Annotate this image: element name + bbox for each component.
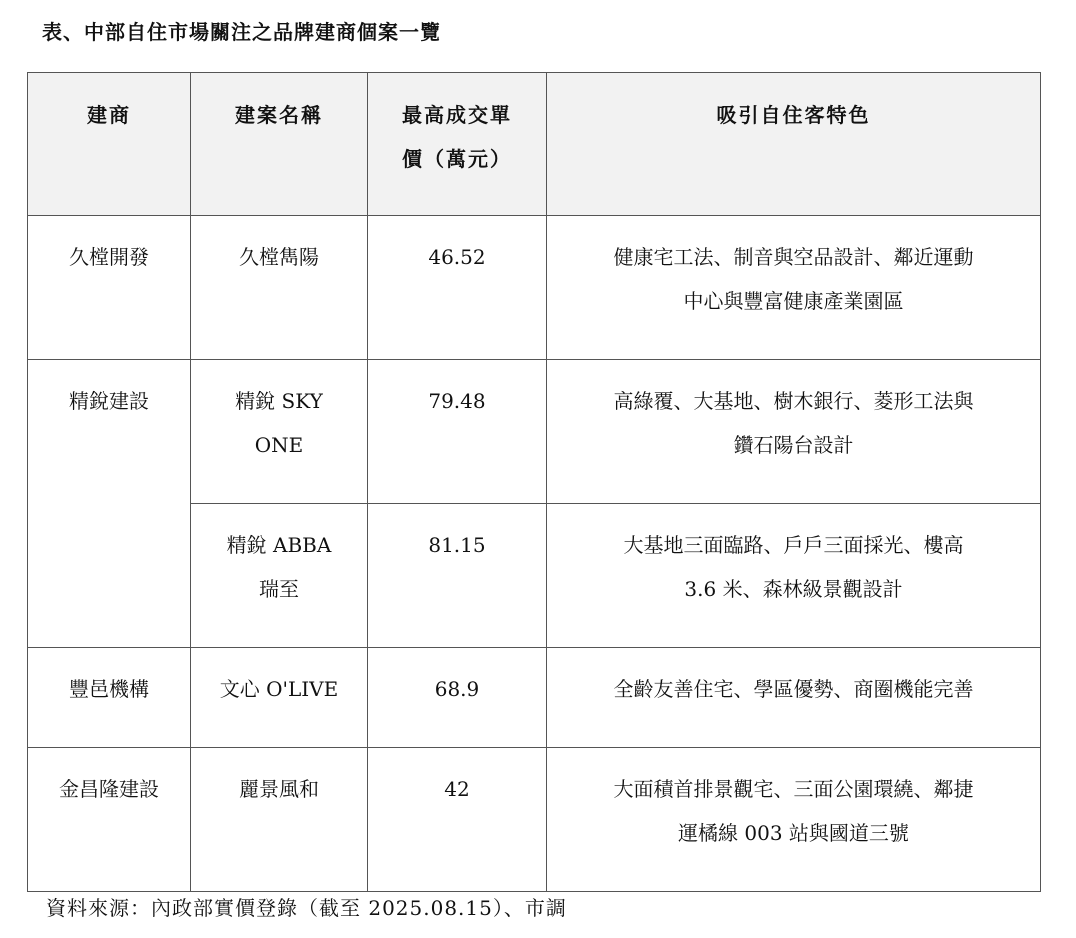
cell-project	[191, 504, 368, 648]
project-line2: ONE	[254, 433, 304, 457]
developer-projects-table	[27, 72, 1041, 892]
features-line2: 運橘線 003 站與國道三號	[678, 821, 909, 845]
header-max-price-line2: 價（萬元）	[402, 147, 512, 171]
features-line1: 大面積首排景觀宅、三面公園環繞、鄰捷	[613, 777, 974, 801]
cell-developer: 久樘開發	[28, 216, 191, 360]
features-line1: 大基地三面臨路、戶戶三面採光、樓高	[623, 533, 964, 557]
header-features: 吸引自住客特色	[547, 73, 1041, 216]
cell-project: 久樘雋陽	[191, 216, 368, 360]
table-row	[28, 648, 1041, 748]
header-developer: 建商	[28, 73, 191, 216]
table-caption: 表、中部自住市場關注之品牌建商個案一覽	[42, 20, 441, 44]
table-row	[28, 216, 1041, 360]
cell-price: 79.48	[368, 360, 547, 504]
cell-features	[547, 748, 1041, 892]
cell-developer: 豐邑機構	[28, 648, 191, 748]
project-line1: 精銳 SKY	[235, 389, 323, 413]
features-line1: 健康宅工法、制音與空品設計、鄰近運動	[613, 245, 974, 269]
header-max-price-line1: 最高成交單	[402, 103, 512, 127]
cell-price: 42	[368, 748, 547, 892]
features-line1: 高綠覆、大基地、樹木銀行、菱形工法與	[613, 389, 974, 413]
features-line2: 中心與豐富健康產業園區	[683, 289, 904, 313]
cell-price: 81.15	[368, 504, 547, 648]
features-line2: 鑽石陽台設計	[733, 433, 854, 457]
cell-project: 文心 O'LIVE	[191, 648, 368, 748]
header-project: 建案名稱	[191, 73, 368, 216]
cell-project	[191, 360, 368, 504]
cell-developer: 金昌隆建設	[28, 748, 191, 892]
table-header-row	[28, 73, 1041, 216]
table-row	[28, 360, 1041, 504]
header-max-price	[368, 73, 547, 216]
features-line2: 3.6 米、森林級景觀設計	[684, 577, 903, 601]
cell-features	[547, 504, 1041, 648]
cell-features	[547, 216, 1041, 360]
project-line1: 精銳 ABBA	[226, 533, 332, 557]
cell-price: 46.52	[368, 216, 547, 360]
cell-price: 68.9	[368, 648, 547, 748]
project-line2: 瑞至	[259, 577, 299, 601]
cell-developer: 精銳建設	[28, 360, 191, 648]
cell-features: 全齡友善住宅、學區優勢、商圈機能完善	[547, 648, 1041, 748]
data-source-note: 資料來源：內政部實價登錄（截至 2025.08.15）、市調	[46, 896, 567, 920]
cell-features	[547, 360, 1041, 504]
cell-project: 麗景風和	[191, 748, 368, 892]
table-row	[28, 748, 1041, 892]
